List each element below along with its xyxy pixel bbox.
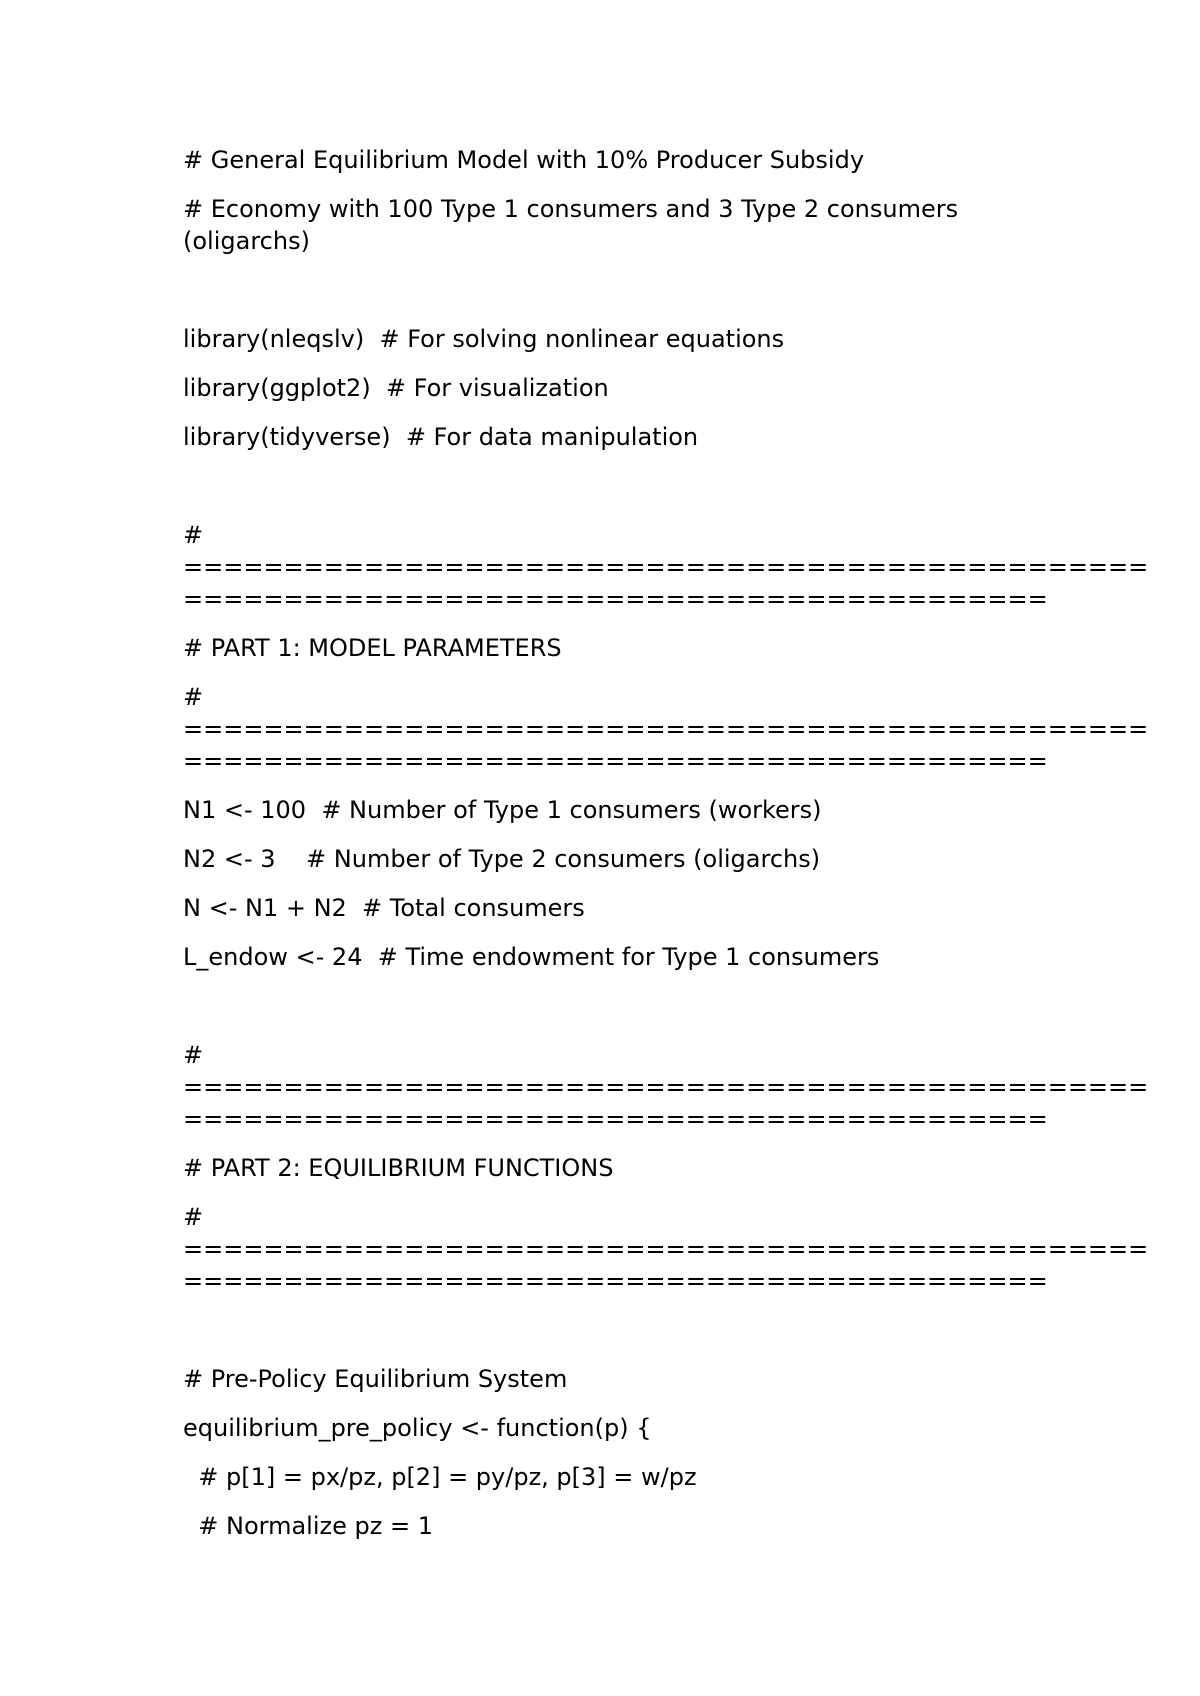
separator-rule-line: =========================================== xyxy=(183,1267,1048,1295)
param-n1-line: N1 <- 100 # Number of Type 1 consumers (workers) xyxy=(183,796,822,824)
separator-hash-line: # xyxy=(183,1041,204,1069)
comment-title-line: # General Equilibrium Model with 10% Producer Subsidy xyxy=(183,146,865,174)
library-tidyverse-line: library(tidyverse) # For data manipulation xyxy=(183,423,699,451)
separator-rule-line: ================================================ xyxy=(183,715,1149,743)
separator-hash-line: # xyxy=(183,521,204,549)
separator-rule-line: =========================================== xyxy=(183,585,1048,613)
separator-hash-line: # xyxy=(183,1203,204,1231)
comment-normalize-line: # Normalize pz = 1 xyxy=(183,1512,433,1540)
separator-rule-line: ================================================ xyxy=(183,1235,1149,1263)
separator-rule-line: =========================================== xyxy=(183,747,1048,775)
comment-economy-continuation: (oligarchs) xyxy=(183,227,310,255)
comment-prices-line: # p[1] = px/pz, p[2] = py/pz, p[3] = w/pz xyxy=(183,1463,697,1491)
library-ggplot2-line: library(ggplot2) # For visualization xyxy=(183,374,609,402)
comment-pre-policy-line: # Pre-Policy Equilibrium System xyxy=(183,1365,568,1393)
function-definition-line: equilibrium_pre_policy <- function(p) { xyxy=(183,1414,652,1442)
separator-rule-line: ================================================ xyxy=(183,553,1149,581)
library-nleqslv-line: library(nleqslv) # For solving nonlinear equations xyxy=(183,325,785,353)
param-n2-line: N2 <- 3 # Number of Type 2 consumers (oligarchs) xyxy=(183,845,821,873)
separator-hash-line: # xyxy=(183,683,204,711)
param-n-line: N <- N1 + N2 # Total consumers xyxy=(183,894,585,922)
separator-rule-line: =========================================== xyxy=(183,1105,1048,1133)
section-heading-part1: # PART 1: MODEL PARAMETERS xyxy=(183,634,562,662)
param-lendow-line: L_endow <- 24 # Time endowment for Type 1 consumers xyxy=(183,943,880,971)
comment-economy-line: # Economy with 100 Type 1 consumers and 3 Type 2 consumers xyxy=(183,195,959,223)
section-heading-part2: # PART 2: EQUILIBRIUM FUNCTIONS xyxy=(183,1154,614,1182)
separator-rule-line: ================================================ xyxy=(183,1073,1149,1101)
